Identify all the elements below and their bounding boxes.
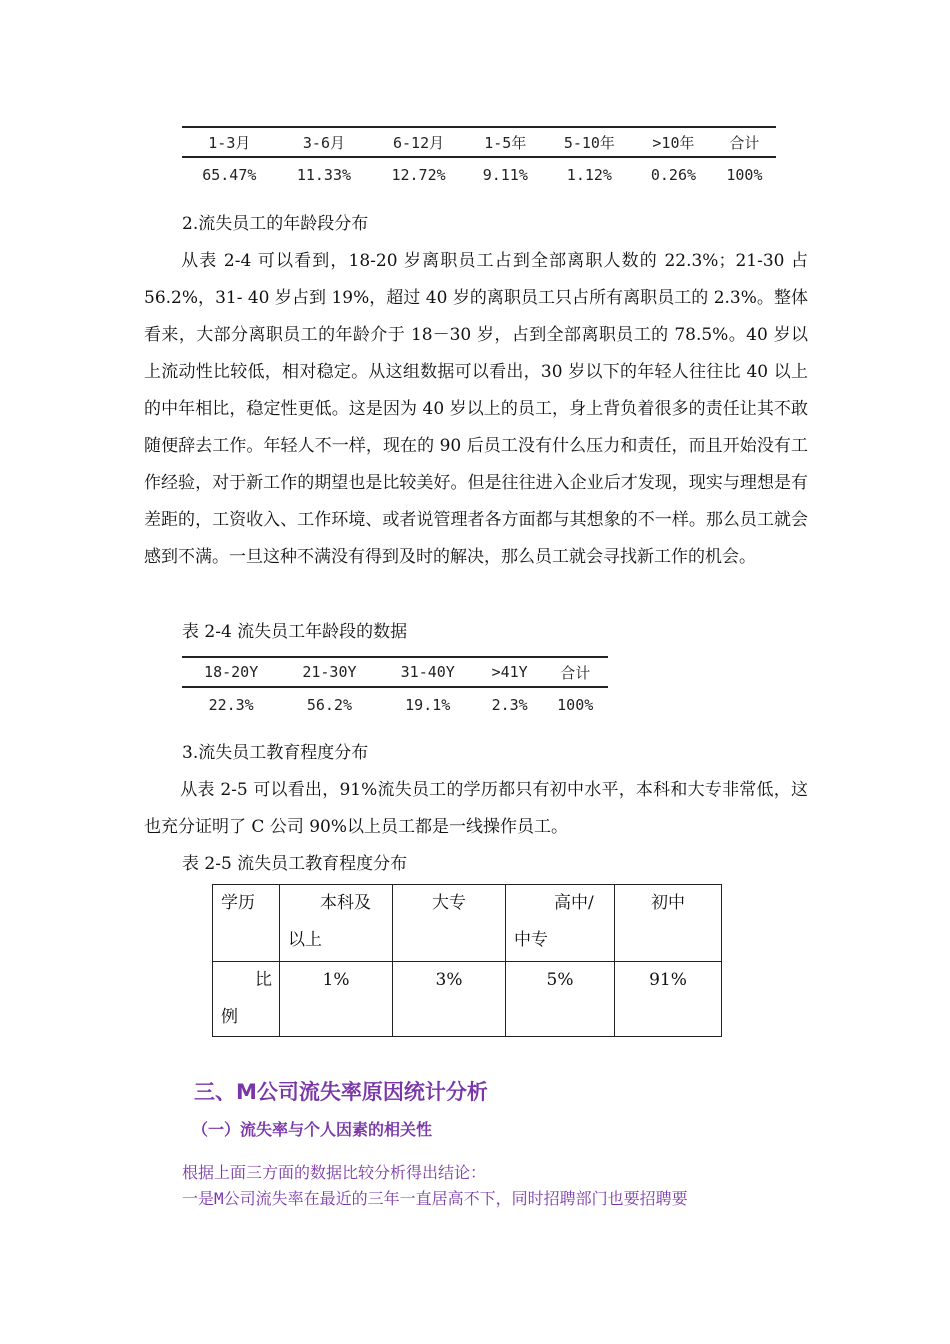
edu-section-heading: 3.流失员工教育程度分布 — [182, 743, 369, 763]
tenure-value-cell: 1.12% — [566, 165, 612, 184]
tenure-table-header-row — [182, 127, 776, 157]
edu-cell-text: 91% — [649, 970, 687, 990]
age-value-cell: 22.3% — [208, 695, 254, 714]
edu-cell — [393, 885, 506, 962]
edu-paragraph-text: 从表 2-5 可以看出，91%流失员工的学历都只有初中水平，本科和大专非常低，这也充分证明了 C 公司 90%以上员工都是一线操作员工。 — [144, 780, 808, 837]
edu-cell-text: 3% — [435, 970, 463, 990]
edu-cell-text: 初中 — [651, 893, 685, 913]
edu-label-cell — [213, 885, 280, 962]
edu-label-text: 学历 — [221, 893, 255, 913]
edu-cell — [506, 962, 615, 1037]
tenure-header-cell: 6-12月 — [393, 133, 445, 152]
edu-cell-text: 本科及以上 — [288, 893, 371, 950]
edu-cell — [280, 962, 393, 1037]
age-header-cell: 31-40Y — [400, 663, 455, 681]
tenure-table-row — [182, 157, 776, 191]
edu-cell-text: 高中/中专 — [514, 893, 594, 950]
tenure-header-cell: 3-6月 — [302, 133, 345, 152]
edu-table-row — [213, 962, 722, 1037]
age-paragraph-text: 从表 2-4 可以看到，18-20 岁离职员工占到全部离职人数的 22.3%；21-30 占 56.2%，31- 40 岁占到 19%，超过 40 岁的离职员工只占所有离职员工的 2.3%。整体看来，大部分离职员工的年龄介于 18－30 岁，占到全部离职员工的 78.5%。40 岁以上流动性比较低，相对稳定。从这组数据可以看出，30 岁以下的年轻人往往比 40 以上的中年相比，稳定性更低。这是因为 40 岁以上的员工，身上背负着很多的责任让其不敢随便辞去工作。年轻人不一样，现在的 90 后员工没有什么压力和责任，而且开始没有工作经验，对于新工作的期望也是比较美好。但是往往进入企业后才发现，现实与理想是有差距的，工资收入、工作环境、或者说管理者各方面都与其想象的不一样。那么员工就会感到不满。一旦这种不满没有得到及时的解决，那么员工就会寻找新工作的机会。 — [144, 251, 808, 567]
edu-cell — [615, 962, 722, 1037]
tenure-header-cell: >10年 — [652, 133, 695, 152]
edu-cell-text: 5% — [546, 970, 574, 990]
edu-table — [212, 884, 722, 1037]
tenure-table — [182, 126, 776, 191]
tenure-value-cell: 9.11% — [482, 165, 528, 184]
edu-label-text: 比例 — [221, 970, 272, 1027]
age-value-cell: 19.1% — [405, 695, 451, 714]
edu-cell — [393, 962, 506, 1037]
edu-table-row — [213, 885, 722, 962]
tenure-value-cell: 100% — [726, 165, 763, 184]
edu-cell — [615, 885, 722, 962]
edu-cell — [506, 885, 615, 962]
tenure-value-cell: 65.47% — [202, 165, 257, 184]
tenure-header-cell: 合计 — [729, 133, 760, 152]
age-header-cell: 21-30Y — [302, 663, 357, 681]
age-header-cell: 18-20Y — [204, 663, 259, 681]
tenure-header-cell: 1-3月 — [208, 133, 251, 152]
age-value-cell: 100% — [557, 695, 594, 714]
tenure-value-cell: 11.33% — [296, 165, 352, 184]
tenure-header-cell: 5-10年 — [563, 133, 615, 152]
age-table — [182, 656, 608, 721]
edu-label-cell — [213, 962, 280, 1037]
edu-section-paragraph — [144, 772, 808, 846]
tenure-value-cell: 0.26% — [650, 165, 697, 184]
tenure-header-cell: 1-5年 — [484, 133, 527, 152]
tenure-value-cell: 12.72% — [391, 165, 446, 184]
section-subtitle: （一）流失率与个人因素的相关性 — [192, 1120, 433, 1139]
edu-cell-text: 1% — [322, 970, 350, 990]
age-table-caption: 表 2-4 流失员工年龄段的数据 — [182, 622, 408, 642]
age-section-heading: 2.流失员工的年龄段分布 — [182, 214, 369, 234]
conclusion-line: 一是M公司流失率在最近的三年一直居高不下，同时招聘部门也要招聘要 — [182, 1189, 688, 1208]
age-table-header-row — [182, 657, 608, 687]
age-section-paragraph — [144, 243, 808, 576]
edu-table-caption: 表 2-5 流失员工教育程度分布 — [182, 854, 408, 874]
age-table-row — [182, 687, 608, 721]
edu-cell — [280, 885, 393, 962]
age-value-cell: 2.3% — [491, 695, 528, 714]
age-header-cell: 合计 — [560, 663, 591, 682]
edu-cell-text: 大专 — [432, 893, 466, 913]
age-header-cell: >41Y — [491, 663, 528, 681]
conclusion-line: 根据上面三方面的数据比较分析得出结论： — [182, 1163, 487, 1182]
section-title: 三、M公司流失率原因统计分析 — [194, 1080, 488, 1104]
age-value-cell: 56.2% — [306, 695, 353, 714]
